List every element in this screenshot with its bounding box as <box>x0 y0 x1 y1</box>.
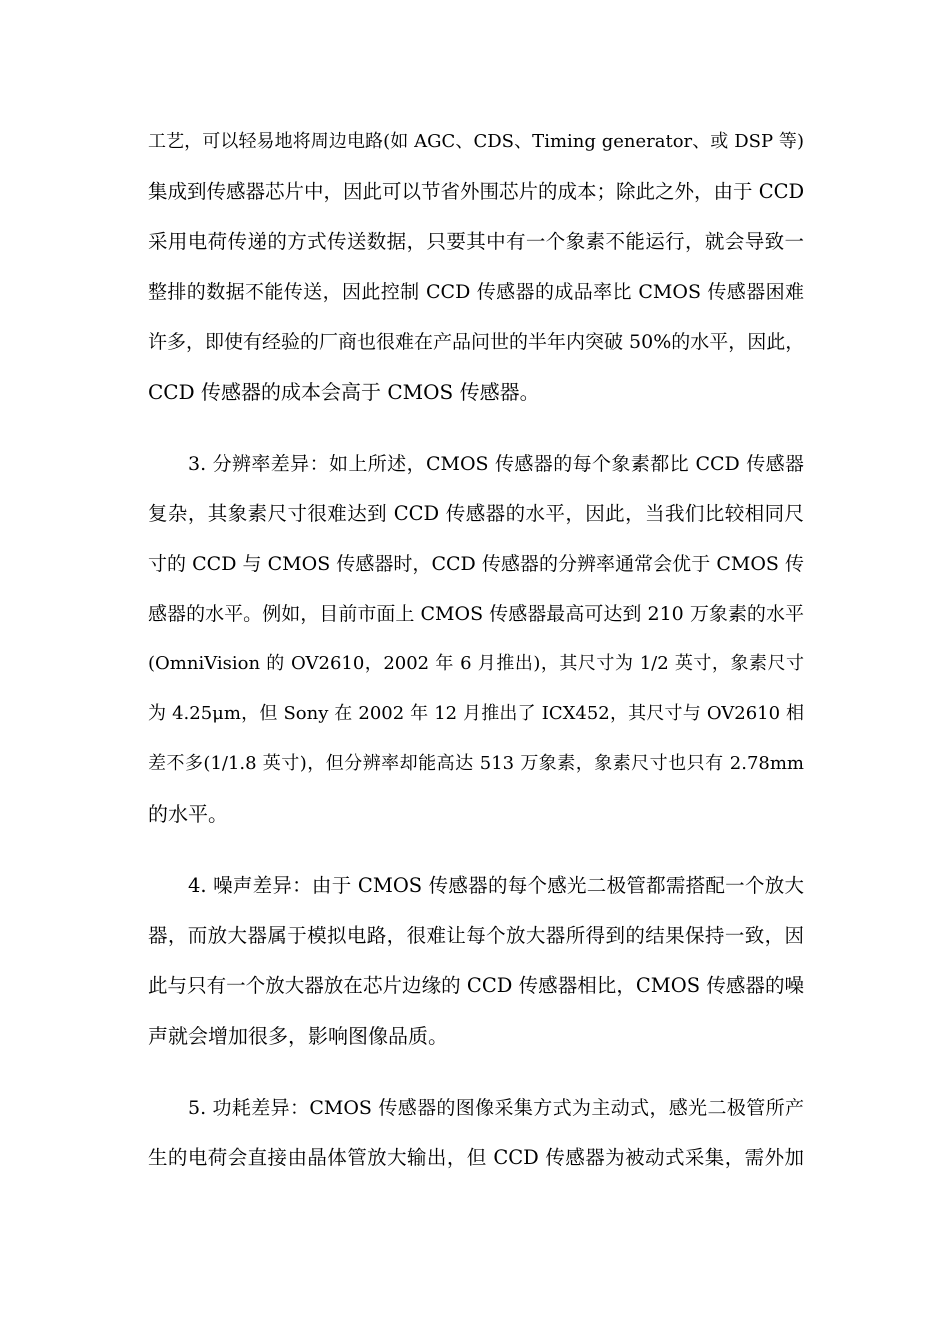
text-line: 感器的水平。例如，目前市面上 CMOS 传感器最高可达到 210 万象素的水平 <box>148 603 804 625</box>
text-line: 器，而放大器属于模拟电路，很难让每个放大器所得到的结果保持一致，因 <box>148 924 804 947</box>
text-line: 声就会增加很多，影响图像品质。 <box>148 1024 448 1048</box>
text-line: 差不多(1/1.8 英寸)，但分辨率却能高达 513 万象素，象素尺寸也只有 2.78mm <box>148 753 804 774</box>
text-line: 的水平。 <box>148 802 228 826</box>
text-line: 此与只有一个放大器放在芯片边缘的 CCD 传感器相比，CMOS 传感器的噪 <box>148 974 804 997</box>
text-line: 采用电荷传递的方式传送数据，只要其中有一个象素不能运行，就会导致一 <box>148 230 804 253</box>
text-line: 工艺，可以轻易地将周边电路(如 AGC、CDS、Timing generator、或 DSP 等) <box>148 131 804 152</box>
paragraph-heading-line: 3. 分辨率差异：如上所述，CMOS 传感器的每个象素都比 CCD 传感器 <box>188 453 804 475</box>
text-line: CCD 传感器的成本会高于 CMOS 传感器。 <box>148 380 540 404</box>
text-line: (OmniVision 的 OV2610，2002 年 6 月推出)，其尺寸为 1/2 英寸，象素尺寸 <box>148 653 804 674</box>
text-line: 生的电荷会直接由晶体管放大输出，但 CCD 传感器为被动式采集，需外加 <box>148 1146 804 1169</box>
text-line: 复杂，其象素尺寸很难达到 CCD 传感器的水平，因此，当我们比较相同尺 <box>148 502 804 525</box>
paragraph-heading-line: 5. 功耗差异：CMOS 传感器的图像采集方式为主动式，感光二极管所产 <box>188 1097 804 1119</box>
text-line: 整排的数据不能传送，因此控制 CCD 传感器的成品率比 CMOS 传感器困难 <box>148 281 804 303</box>
text-line: 为 4.25μm，但 Sony 在 2002 年 12 月推出了 ICX452，其尺寸与 OV2610 相 <box>148 703 804 724</box>
text-line: 寸的 CCD 与 CMOS 传感器时，CCD 传感器的分辨率通常会优于 CMOS 传 <box>148 553 804 575</box>
text-line: 许多，即使有经验的厂商也很难在产品问世的半年内突破 50%的水平，因此， <box>148 331 805 353</box>
text-line: 集成到传感器芯片中，因此可以节省外围芯片的成本；除此之外，由于 CCD <box>148 180 805 203</box>
paragraph-heading-line: 4. 噪声差异：由于 CMOS 传感器的每个感光二极管都需搭配一个放大 <box>188 874 804 897</box>
